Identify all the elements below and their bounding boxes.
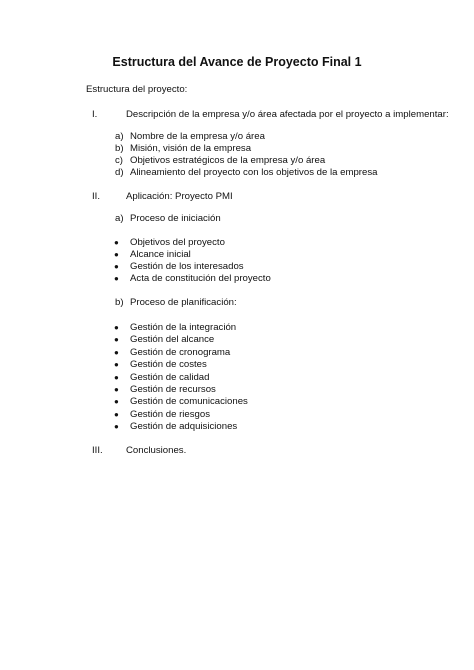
section-heading: Descripción de la empresa y/o área afectada por el proyecto a implementar: (126, 109, 449, 120)
list-marker: b) (115, 297, 124, 308)
list-item: Objetivos estratégicos de la empresa y/o área (130, 155, 326, 166)
subsection-heading: Proceso de planificación: (130, 297, 237, 308)
list-marker: a) (115, 131, 124, 142)
subsection-heading: Proceso de iniciación (130, 213, 221, 224)
bullet-item: Gestión del alcance (130, 334, 215, 345)
bullet-icon: ● (114, 335, 119, 344)
list-marker: b) (115, 143, 124, 154)
document-title: Estructura del Avance de Proyecto Final 1 (112, 55, 362, 69)
bullet-icon: ● (114, 323, 119, 332)
section-numeral: II. (92, 191, 100, 202)
bullet-icon: ● (114, 373, 119, 382)
list-marker: d) (115, 167, 124, 178)
bullet-icon: ● (114, 410, 119, 419)
bullet-item: Gestión de riesgos (130, 409, 210, 420)
bullet-item: Gestión de cronograma (130, 347, 231, 358)
bullet-item: Acta de constitución del proyecto (130, 273, 271, 284)
bullet-item: Gestión de recursos (130, 384, 216, 395)
section-heading: Aplicación: Proyecto PMI (126, 191, 233, 202)
bullet-icon: ● (114, 422, 119, 431)
section-heading: Conclusiones. (126, 445, 187, 456)
list-item: Misión, visión de la empresa (130, 143, 252, 154)
bullet-icon: ● (114, 250, 119, 259)
bullet-item: Gestión de adquisiciones (130, 421, 238, 432)
intro-text: Estructura del proyecto: (86, 84, 188, 95)
bullet-item: Gestión de calidad (130, 372, 210, 383)
bullet-icon: ● (114, 262, 119, 271)
list-marker: a) (115, 213, 124, 224)
bullet-icon: ● (114, 397, 119, 406)
bullet-item: Objetivos del proyecto (130, 237, 225, 248)
bullet-icon: ● (114, 360, 119, 369)
section-numeral: I. (92, 109, 98, 120)
list-item: Nombre de la empresa y/o área (130, 131, 265, 142)
list-item: Alineamiento del proyecto con los objetivos de la empresa (130, 167, 378, 178)
bullet-icon: ● (114, 238, 119, 247)
bullet-icon: ● (114, 385, 119, 394)
bullet-item: Gestión de costes (130, 359, 207, 370)
list-marker: c) (115, 155, 123, 166)
bullet-item: Alcance inicial (130, 249, 191, 260)
bullet-icon: ● (114, 348, 119, 357)
section-numeral: III. (92, 445, 103, 456)
bullet-item: Gestión de comunicaciones (130, 396, 248, 407)
bullet-item: Gestión de los interesados (130, 261, 244, 272)
bullet-item: Gestión de la integración (130, 322, 237, 333)
bullet-icon: ● (114, 274, 119, 283)
